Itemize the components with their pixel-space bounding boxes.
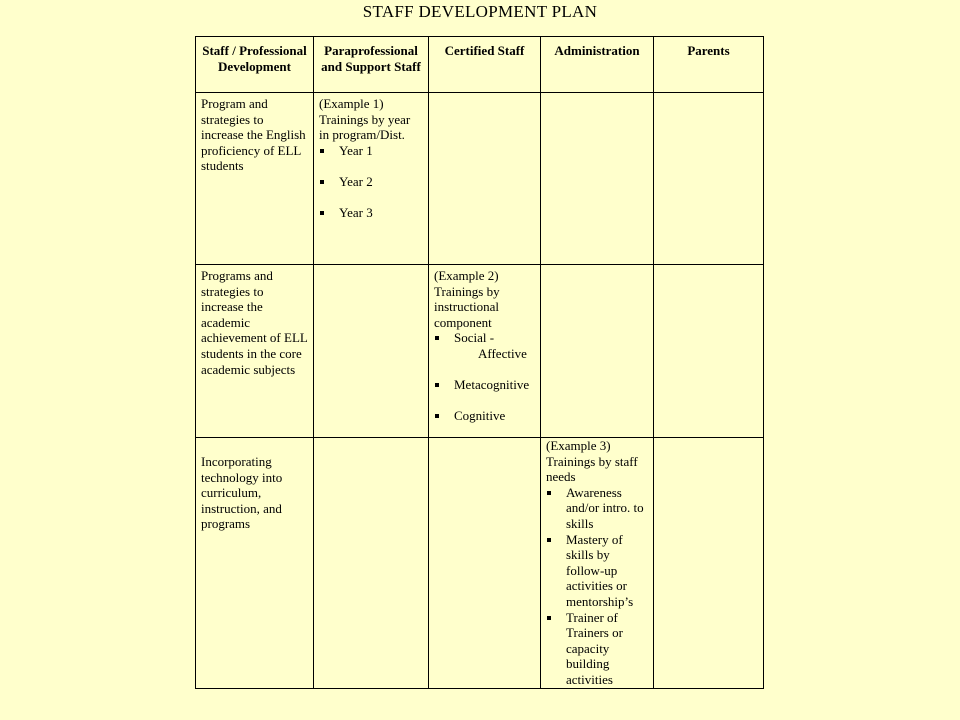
- table-row: [196, 265, 764, 438]
- row-topic: Program and strategies to increase the English proficiency of ELL students: [196, 93, 314, 265]
- example-description: Trainings by year in program/Dist.: [319, 111, 411, 143]
- list-item: Metacognitive: [434, 377, 535, 393]
- example-title: (Example 1): [319, 96, 384, 111]
- list-item: Awareness and/or intro. to skills: [546, 485, 648, 532]
- example-cell: [541, 438, 654, 689]
- list-item: Cognitive: [434, 408, 535, 424]
- empty-cell: [541, 265, 654, 438]
- page-title: STAFF DEVELOPMENT PLAN: [362, 2, 598, 21]
- row-topic: Programs and strategies to increase the academic achievement of ELL students in the core academic subjects: [196, 265, 314, 438]
- list-item: Year 2: [319, 174, 423, 190]
- empty-cell: [429, 438, 541, 689]
- list-item: Social - Affective: [434, 330, 535, 361]
- staff-development-table: [195, 36, 764, 689]
- header-parents: Parents: [654, 37, 764, 93]
- empty-cell: [314, 265, 429, 438]
- list-item: Year 1: [319, 143, 423, 159]
- example-description: Trainings by instructional component: [434, 283, 500, 330]
- empty-cell: [314, 438, 429, 689]
- header-administration: Administration: [541, 37, 654, 93]
- row-topic: Incorporating technology into curriculum, instruction, and programs: [196, 438, 314, 689]
- header-paraprofessional-support-staff: Paraprofessional and Support Staff: [314, 37, 429, 93]
- example-title: (Example 3): [546, 438, 611, 453]
- example-description: Trainings by staff needs: [546, 453, 638, 485]
- example-cell: [314, 93, 429, 265]
- empty-cell: [541, 93, 654, 265]
- list-item: Year 3: [319, 205, 423, 221]
- header-certified-staff: Certified Staff: [429, 37, 541, 93]
- empty-cell: [654, 265, 764, 438]
- table-row: [196, 438, 764, 689]
- example-list: [319, 143, 423, 221]
- example-list: [434, 330, 535, 424]
- example-cell: [429, 265, 541, 438]
- example-title: (Example 2): [434, 268, 499, 283]
- header-row: [196, 37, 764, 93]
- empty-cell: [654, 93, 764, 265]
- list-item: Mastery of skills by follow-up activities or mentorship’s: [546, 532, 648, 610]
- empty-cell: [429, 93, 541, 265]
- example-list: [546, 485, 648, 688]
- header-staff-professional-development: Staff / Professional Development: [196, 37, 314, 93]
- list-item: Trainer of Trainers or capacity building activities: [546, 610, 648, 688]
- empty-cell: [654, 438, 764, 689]
- table-row: [196, 93, 764, 265]
